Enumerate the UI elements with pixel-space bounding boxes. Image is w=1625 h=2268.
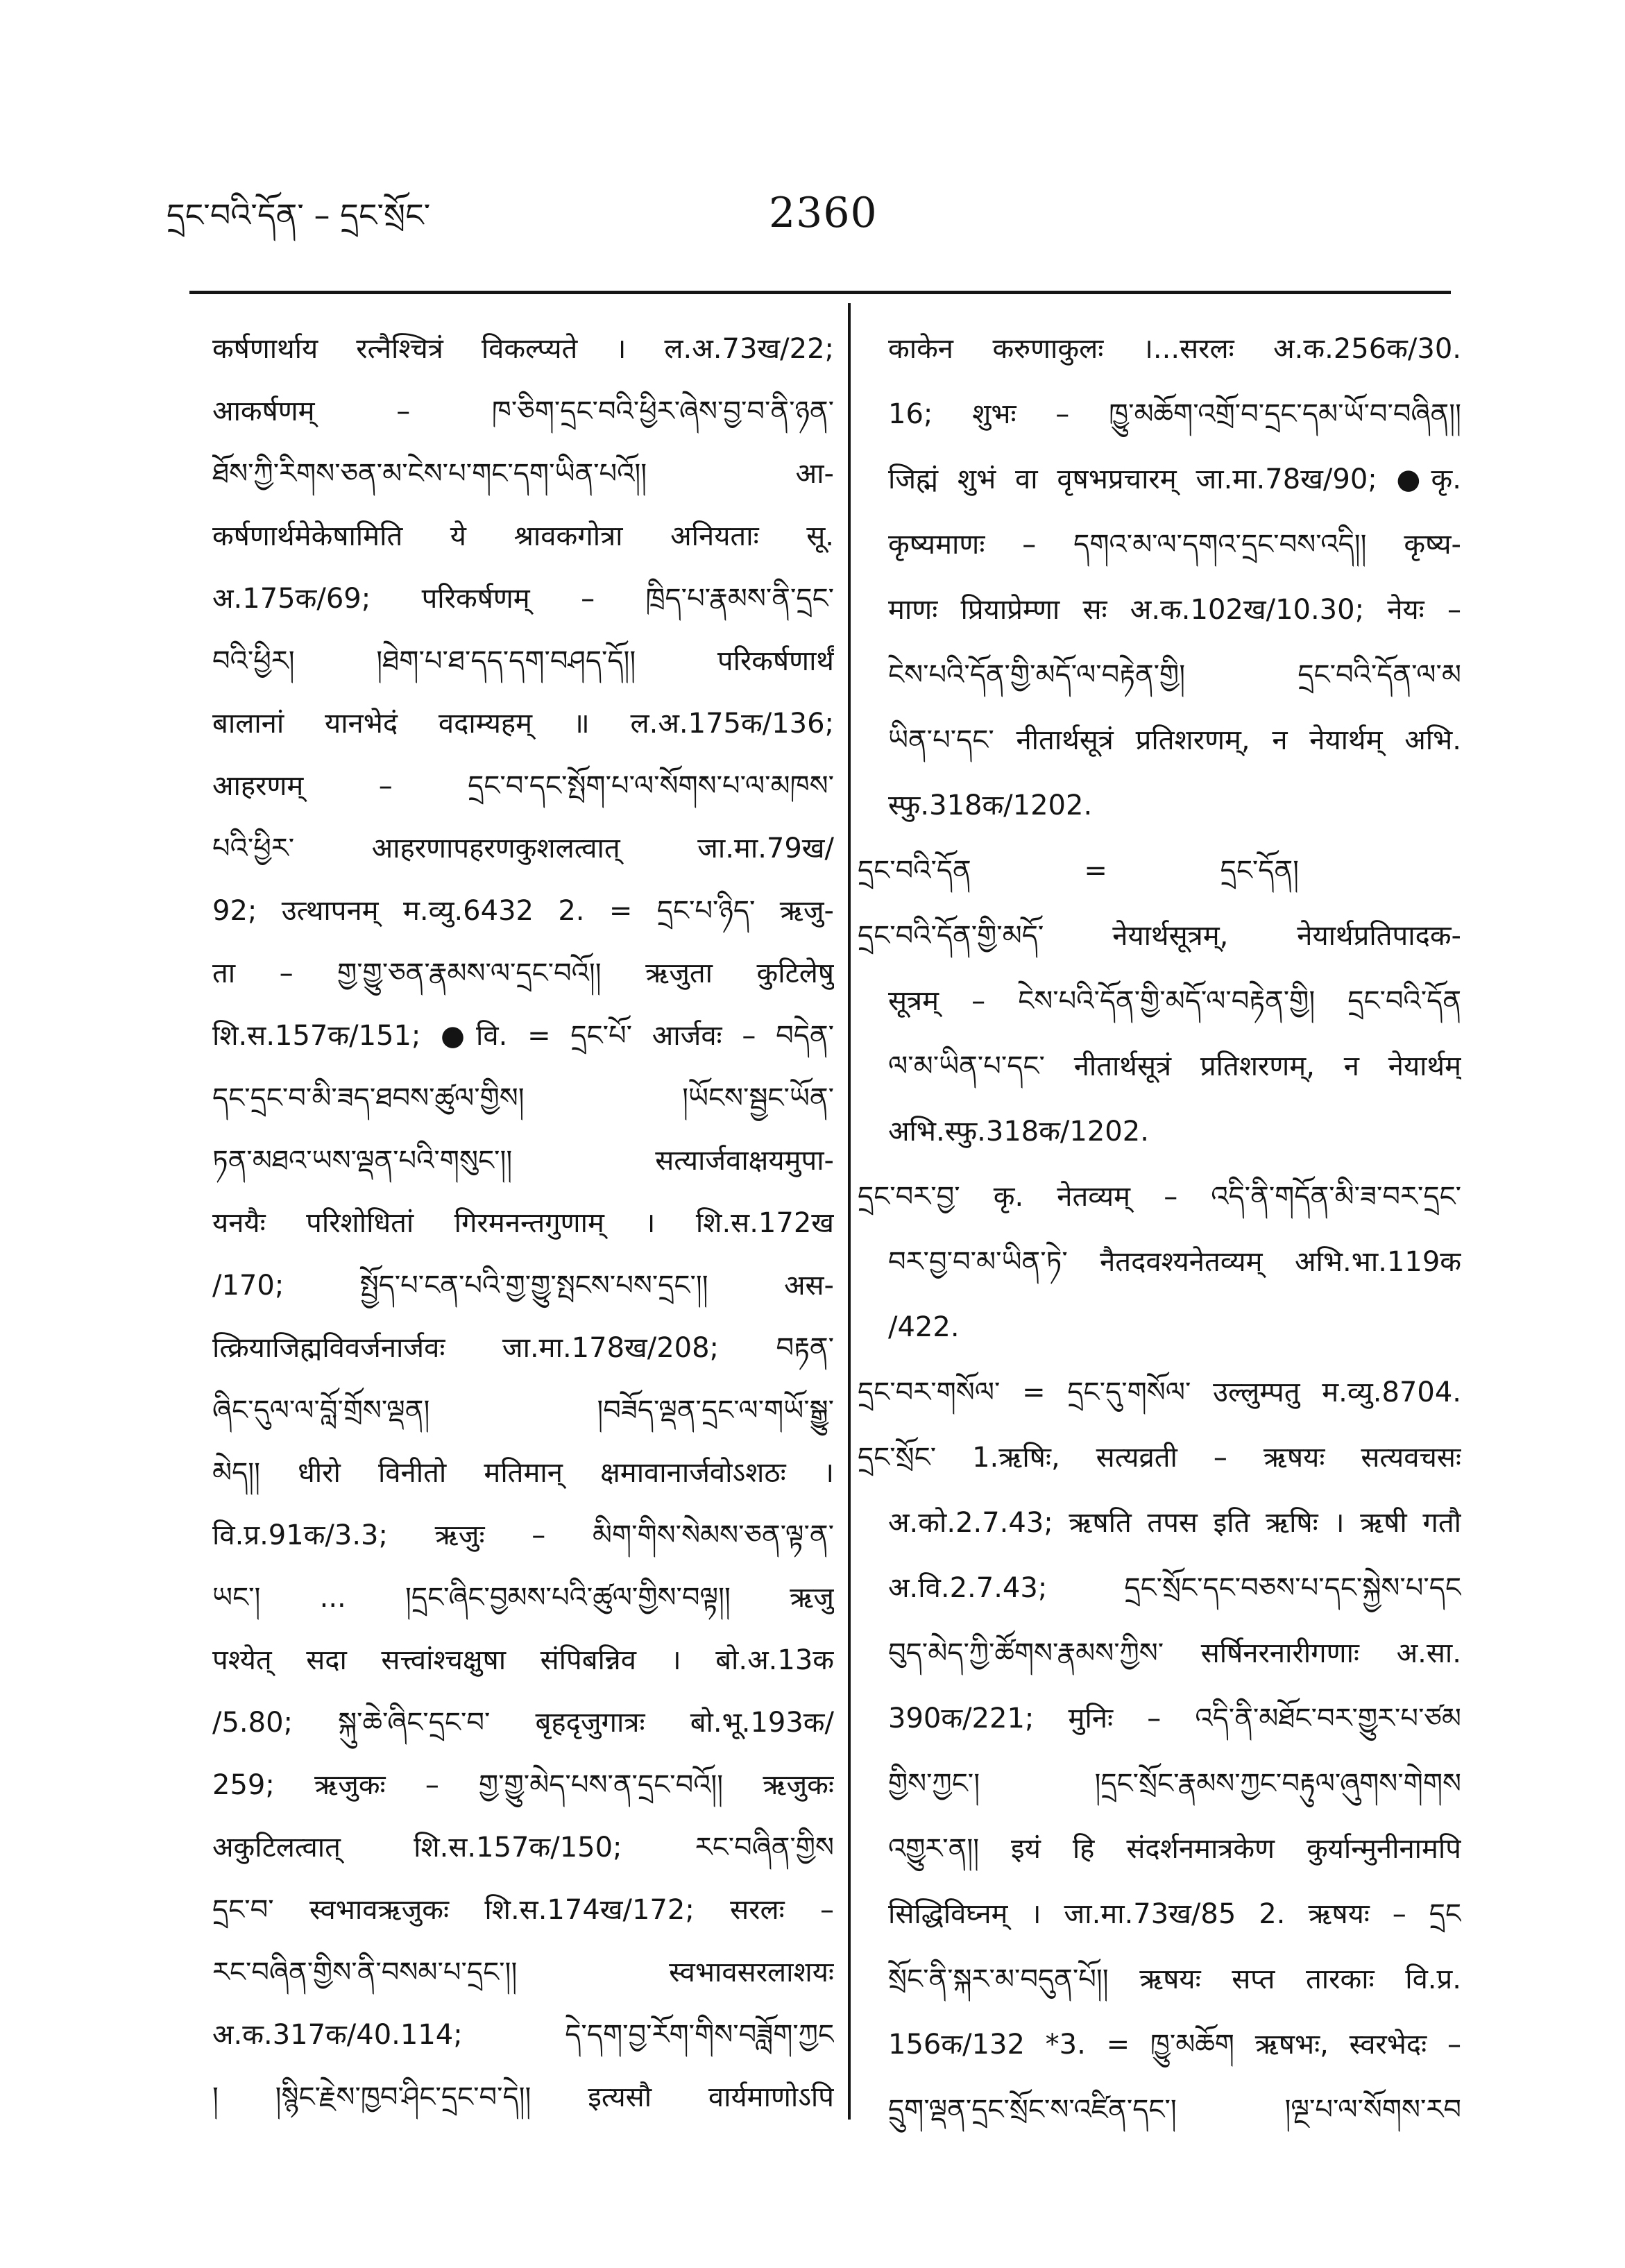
text-line: ཏན་མཐའ་ཡས་ལྡན་པའི་གསུང་།། सत्यार्जवाक्षयमुपा-	[212, 1145, 834, 1177]
text-line: माणः प्रियाप्रेम्णा सः अ.क.102ख/10.30; नेयः –	[888, 594, 1461, 626]
text-line: स्फु.318क/1202.	[888, 790, 1093, 821]
text-line: कृष्यमाणः – དགའ་མ་ལ་དགའ་དྲང་བས་འདི།། कृष्य-	[888, 529, 1461, 561]
text-line: जिह्मं शुभं वा वृषभप्रचारम् जा.मा.78ख/90; ●कृ.	[888, 463, 1461, 495]
text-line: आहरणम् – དྲང་བ་དང་སྤོག་པ་ལ་སོགས་པ་ལ་མཁས་	[212, 770, 834, 802]
text-line: /170; སྤྱོད་པ་ངན་པའི་གྱ་གྱུ་སྤངས་པས་དྲང་།། अस-	[212, 1270, 834, 1302]
text-line: सूत्रम् – ངེས་པའི་དོན་གྱི་མདོ་ལ་བརྟེན་གྱི། དྲང་བའི་དོན	[888, 985, 1461, 1017]
entry-headword-line: དྲང་བའི་དོན་གྱི་མདོ་ नेयार्थसूत्रम्, नेयार्थप्रतिपादक-	[858, 920, 1461, 952]
right-column	[858, 316, 1461, 2148]
text-line: ངེས་པའི་དོན་གྱི་མདོ་ལ་བརྟེན་གྱི། དྲང་བའི་དོན་ལ་མ	[888, 659, 1461, 691]
text-line: 390क/221; मुनिः – འདི་ནི་མཐོང་བར་གྱུར་པ་ཙམ	[888, 1703, 1461, 1734]
text-line: 16; शुभः – ཁྱུ་མཆོག་འགྲོ་བ་དྲང་དམ་ཡོ་བ་བཞིན།།	[888, 398, 1461, 430]
text-line: ཡིན་པ་དང་ नीतार्थसूत्रं प्रतिशरणम्, न नेयार्थम् अभि.	[888, 724, 1461, 756]
text-line: སྲོང་ནི་སྐར་མ་བདུན་པོ།། ऋषयः सप्त तारकाः वि.प्र.	[888, 1963, 1461, 1995]
text-line: དྲུག་ལྡན་དྲང་སྲོང་ས་འཛིན་དང་། །ལྔ་པ་ལ་སོགས་རབ	[888, 2094, 1461, 2126]
text-line: ལ་མ་ཡིན་པ་དང་ नीतार्थसूत्रं प्रतिशरणम्, न नेयार्थम्	[888, 1050, 1461, 1082]
text-line: ། །སྙིང་རྗེས་ཁྱབ་ཤིང་དྲང་བ་དེ།། इत्यसौ वार्यमाणोऽपि	[212, 2081, 834, 2113]
text-line: 156क/132 *3. = ཁྱུ་མཆོག ऋषभः, स्वरभेदः –	[888, 2029, 1461, 2061]
entry-headword-line: དྲང་སྲོང་ 1.ऋषिः, सत्यव्रती – ऋषयः सत्यवचसः	[858, 1442, 1461, 1474]
entry-headword-line: དྲང་བར་གསོལ་ = དྲང་དུ་གསོལ་ उल्लुम्पतु म.व्यु.8704.	[858, 1376, 1461, 1408]
text-line: དང་དྲང་བ་མི་ཟད་ཐབས་ཚུལ་གྱིས། །ཡོངས་སྦྱང་ཡོན་	[212, 1082, 834, 1114]
page-number: 2360	[769, 189, 878, 237]
text-line: པའི་ཕྱིར་ आहरणापहरणकुशलत्वात् जा.मा.79ख/	[212, 833, 834, 864]
text-line: त्क्रियाजिह्मविवर्जनार्जवः जा.मा.178ख/208; བརྟན་	[212, 1332, 834, 1364]
header-rule	[189, 291, 1451, 294]
entry-headword-line: དྲང་བའི་དོན = དྲང་དོན།	[858, 855, 1300, 887]
text-line: 259; ऋजुकः – གྱ་གྱུ་མེད་པས་ན་དྲང་བའོ།། ऋजुकः	[212, 1769, 834, 1801]
text-line: རང་བཞིན་གྱིས་ནི་བསམ་པ་དྲང་།། स्वभावसरलाशयः	[212, 1956, 834, 1988]
entry-headword-line: དྲང་བར་བྱ་ कृ. नेतव्यम् – འདི་ནི་གདོན་མི་ཟ་བར་དྲང་	[858, 1181, 1461, 1213]
text-line: अ.को.2.7.43; ऋषति तपस इति ऋषिः । ऋषी गतौ	[888, 1507, 1461, 1539]
text-line: དྲང་བ་ स्वभावऋजुकः शि.स.174ख/172; सरलः –	[212, 1894, 834, 1926]
text-line: ता – གྱ་གྱུ་ཅན་རྣམས་ལ་དྲང་བའོ།། ऋजुता कुटिलेषु	[212, 957, 834, 989]
text-line: वि.प्र.91क/3.3; ऋजुः – མིག་གིས་སེམས་ཅན་ལྟ་ན་	[212, 1519, 834, 1551]
text-line: མེད།། धीरो विनीतो मतिमान् क्षमावानार्जवोऽशठः ।	[212, 1457, 834, 1489]
text-line: कर्षणार्थमेकेषामिति ये श्रावकगोत्रा अनियताः सू.	[212, 520, 834, 552]
text-line: अ.वि.2.7.43; དྲང་སྲོང་དང་བཅས་པ་དང་སྐྱེས་པ་དང	[888, 1572, 1461, 1604]
text-line: བའི་ཕྱིར། །ཐེག་པ་ཐ་དད་དག་བཤད་དོ།། परिकर्षणार्थं	[212, 645, 834, 677]
text-line: ཡང་། ... །དྲང་ཞིང་བྱམས་པའི་ཚུལ་གྱིས་བལྟ།། ऋजु	[212, 1582, 834, 1614]
text-line: काकेन करुणाकुलः ।...सरलः अ.क.256क/30.	[888, 333, 1461, 365]
text-line: ཐོས་ཀྱི་རིགས་ཅན་མ་ངེས་པ་གང་དག་ཡིན་པའོ།། आ-	[212, 458, 834, 490]
text-line: सिद्धिविघ्नम् । जा.मा.73ख/85 2. ऋषयः – དྲང	[888, 1898, 1461, 1930]
left-column	[212, 318, 834, 2135]
text-line: अकुटिलत्वात् शि.स.157क/150; རང་བཞིན་གྱིས	[212, 1832, 834, 1864]
text-line: अ.175क/69; परिकर्षणम् – ཁྲིད་པ་རྣམས་ནི་དྲང་	[212, 583, 834, 615]
text-line: आकर्षणम् – ཁ་ཅིག་དྲང་བའི་ཕྱིར་ཞེས་བྱ་བ་ནི་ཉན་	[212, 395, 834, 427]
text-line: कर्षणार्थाय रत्नैश्चित्रं विकल्प्यते । ल.अ.73ख/22;	[212, 333, 834, 365]
text-line: /5.80; སྐུ་ཆེ་ཞིང་དྲང་བ་ बृहदृजुगात्रः बो.भू.193क/	[212, 1707, 834, 1739]
text-line: अ.क.317क/40.114; དེ་དག་བྱ་རོག་གིས་བཟློག་ཀྱང	[212, 2019, 834, 2051]
text-line: बालानां यानभेदं वदाम्यहम् ॥ ल.अ.175क/136;	[212, 708, 834, 740]
column-divider	[848, 303, 851, 2120]
text-line: शि.स.157क/151; ●वि. = དྲང་པོ་ आर्जवः – བདེན་	[212, 1020, 834, 1052]
text-line: /422.	[888, 1311, 960, 1343]
text-line: འགྱུར་ན།། इयं हि संदर्शनमात्रकेण कुर्यान्मुनीनामपि	[888, 1833, 1461, 1865]
text-line: གྱིས་ཀྱང་། །དྲང་སྲོང་རྣམས་ཀྱང་བརྟུལ་ཞུགས་གེགས	[888, 1768, 1461, 1800]
text-line: पश्येत् सदा सत्त्वांश्चक्षुषा संपिबन्निव । बो.अ.13क	[212, 1644, 834, 1676]
text-line: བར་བྱ་བ་མ་ཡིན་ཏེ་ नैतदवश्यनेतव्यम् अभि.भा.119क	[888, 1246, 1461, 1278]
text-line: अभि.स्फु.318क/1202.	[888, 1116, 1149, 1148]
text-line: 92; उत्थापनम् म.व्यु.6432 2. = དྲང་པ་ཉིད་ ऋजु-	[212, 895, 834, 927]
text-line: བུད་མེད་ཀྱི་ཚོགས་རྣམས་ཀྱིས་ सर्षिनरनारीगणाः अ.सा.	[888, 1637, 1461, 1669]
text-line: ཞིང་དུལ་ལ་བློ་གྲོས་ལྡན། །བཟོད་ལྡན་དྲང་ལ་གཡོ་སྒྱུ་	[212, 1395, 834, 1426]
text-line: यनयैः परिशोधितां गिरमनन्तगुणाम् । शि.स.172ख	[212, 1207, 834, 1239]
running-head: དྲང་བའི་དོན་ – དྲང་སྲོང་	[167, 196, 431, 234]
